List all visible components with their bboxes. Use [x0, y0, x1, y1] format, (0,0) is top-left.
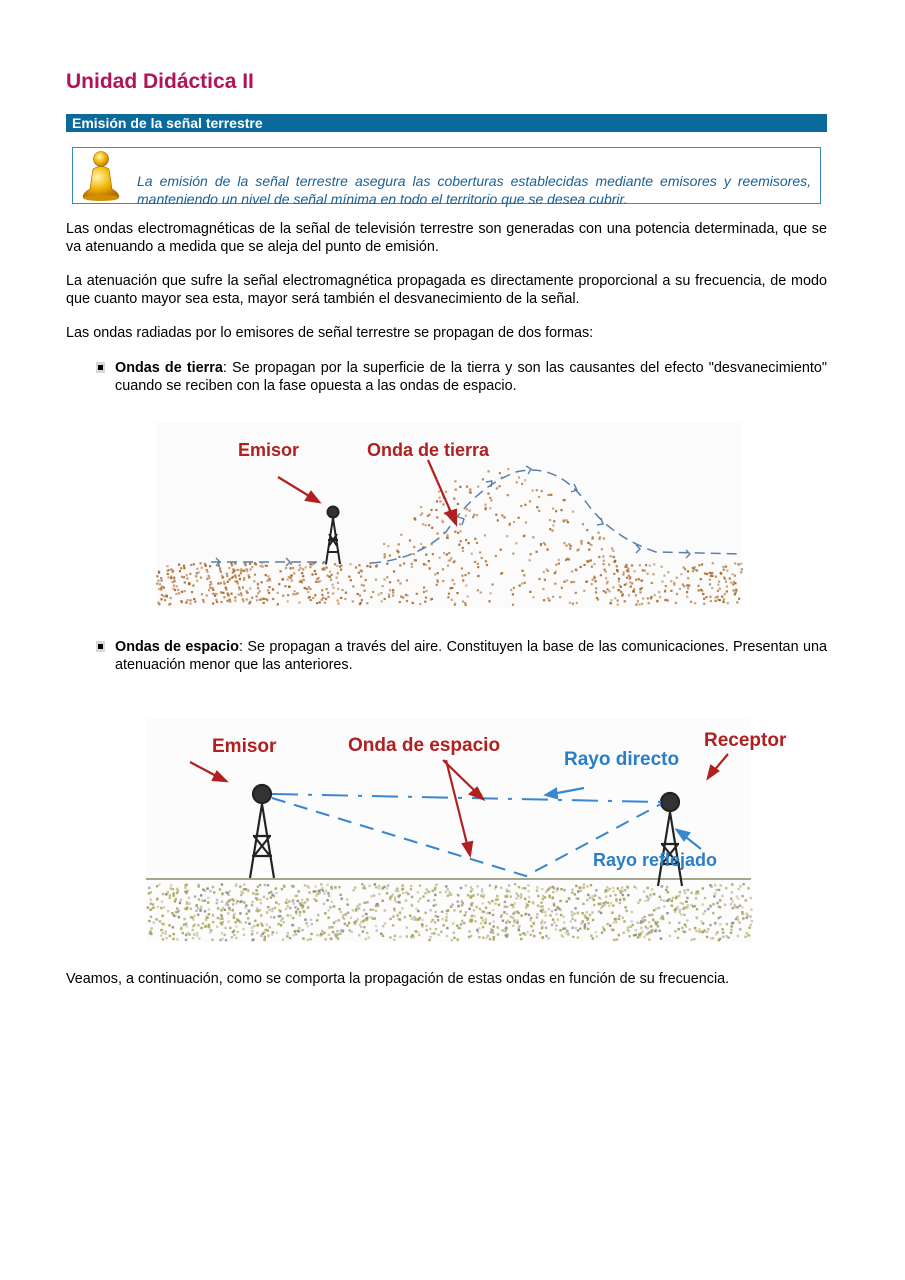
info-note	[72, 147, 821, 207]
bullet-term: Ondas de espacio	[115, 639, 239, 655]
receiver-label: Receptor	[704, 730, 787, 751]
paragraph-3: Las ondas radiadas por lo emisores de señal terrestre se propagan de dos formas:	[66, 325, 594, 341]
bullet-text	[115, 359, 827, 395]
ground-wave-figure	[156, 422, 741, 608]
space-wave-figure	[146, 718, 787, 942]
bullet-marker	[96, 641, 105, 652]
bullet-description: : Se propagan a través del aire. Constituyen la base de las comunicaciones. Presentan una atenuación menor que las anteriores.	[115, 639, 827, 673]
ground-wave-label: Onda de tierra	[367, 440, 490, 460]
emitter-label: Emisor	[238, 440, 300, 460]
bullet-term: Ondas de tierra	[115, 360, 223, 376]
bullet-description: : Se propagan por la superficie de la tierra y son las causantes del efecto "desvanecimiento" cuando se reciben con la fase opuesta a las ondas de espacio.	[115, 360, 827, 394]
space-wave-label: Onda de espacio	[348, 735, 501, 756]
paragraph-2: La atenuación que sufre la señal electromagnética propagada es directamente proporcional a su frecuencia, de modo que cuanto mayor sea esta, mayor será también el desvanecimiento de la señal.	[66, 273, 827, 307]
bell-icon	[79, 149, 123, 203]
closing-paragraph: Veamos, a continuación, como se comporta la propagación de estas ondas en función de su frecuencia.	[66, 971, 730, 987]
section-header: Emisión de la señal terrestre	[66, 114, 827, 132]
note-text: La emisión de la señal terrestre asegura las coberturas establecidas mediante emisores y reemisores, manteniendo un nivel de señal mínima en todo el territorio que se desea cubrir.	[137, 173, 811, 207]
direct-ray-label: Rayo directo	[564, 749, 680, 770]
page-title: Unidad Didáctica II	[66, 70, 254, 93]
reflected-ray-label: Rayo reflejado	[593, 850, 718, 870]
paragraph-1: Las ondas electromagnéticas de la señal de televisión terrestre son generadas con una potencia determinada, que se va atenuando a medida que se aleja del punto de emisión.	[66, 221, 827, 255]
bullet-text	[115, 638, 827, 674]
emitter-label: Emisor	[212, 736, 277, 757]
bullet-marker	[96, 362, 105, 373]
